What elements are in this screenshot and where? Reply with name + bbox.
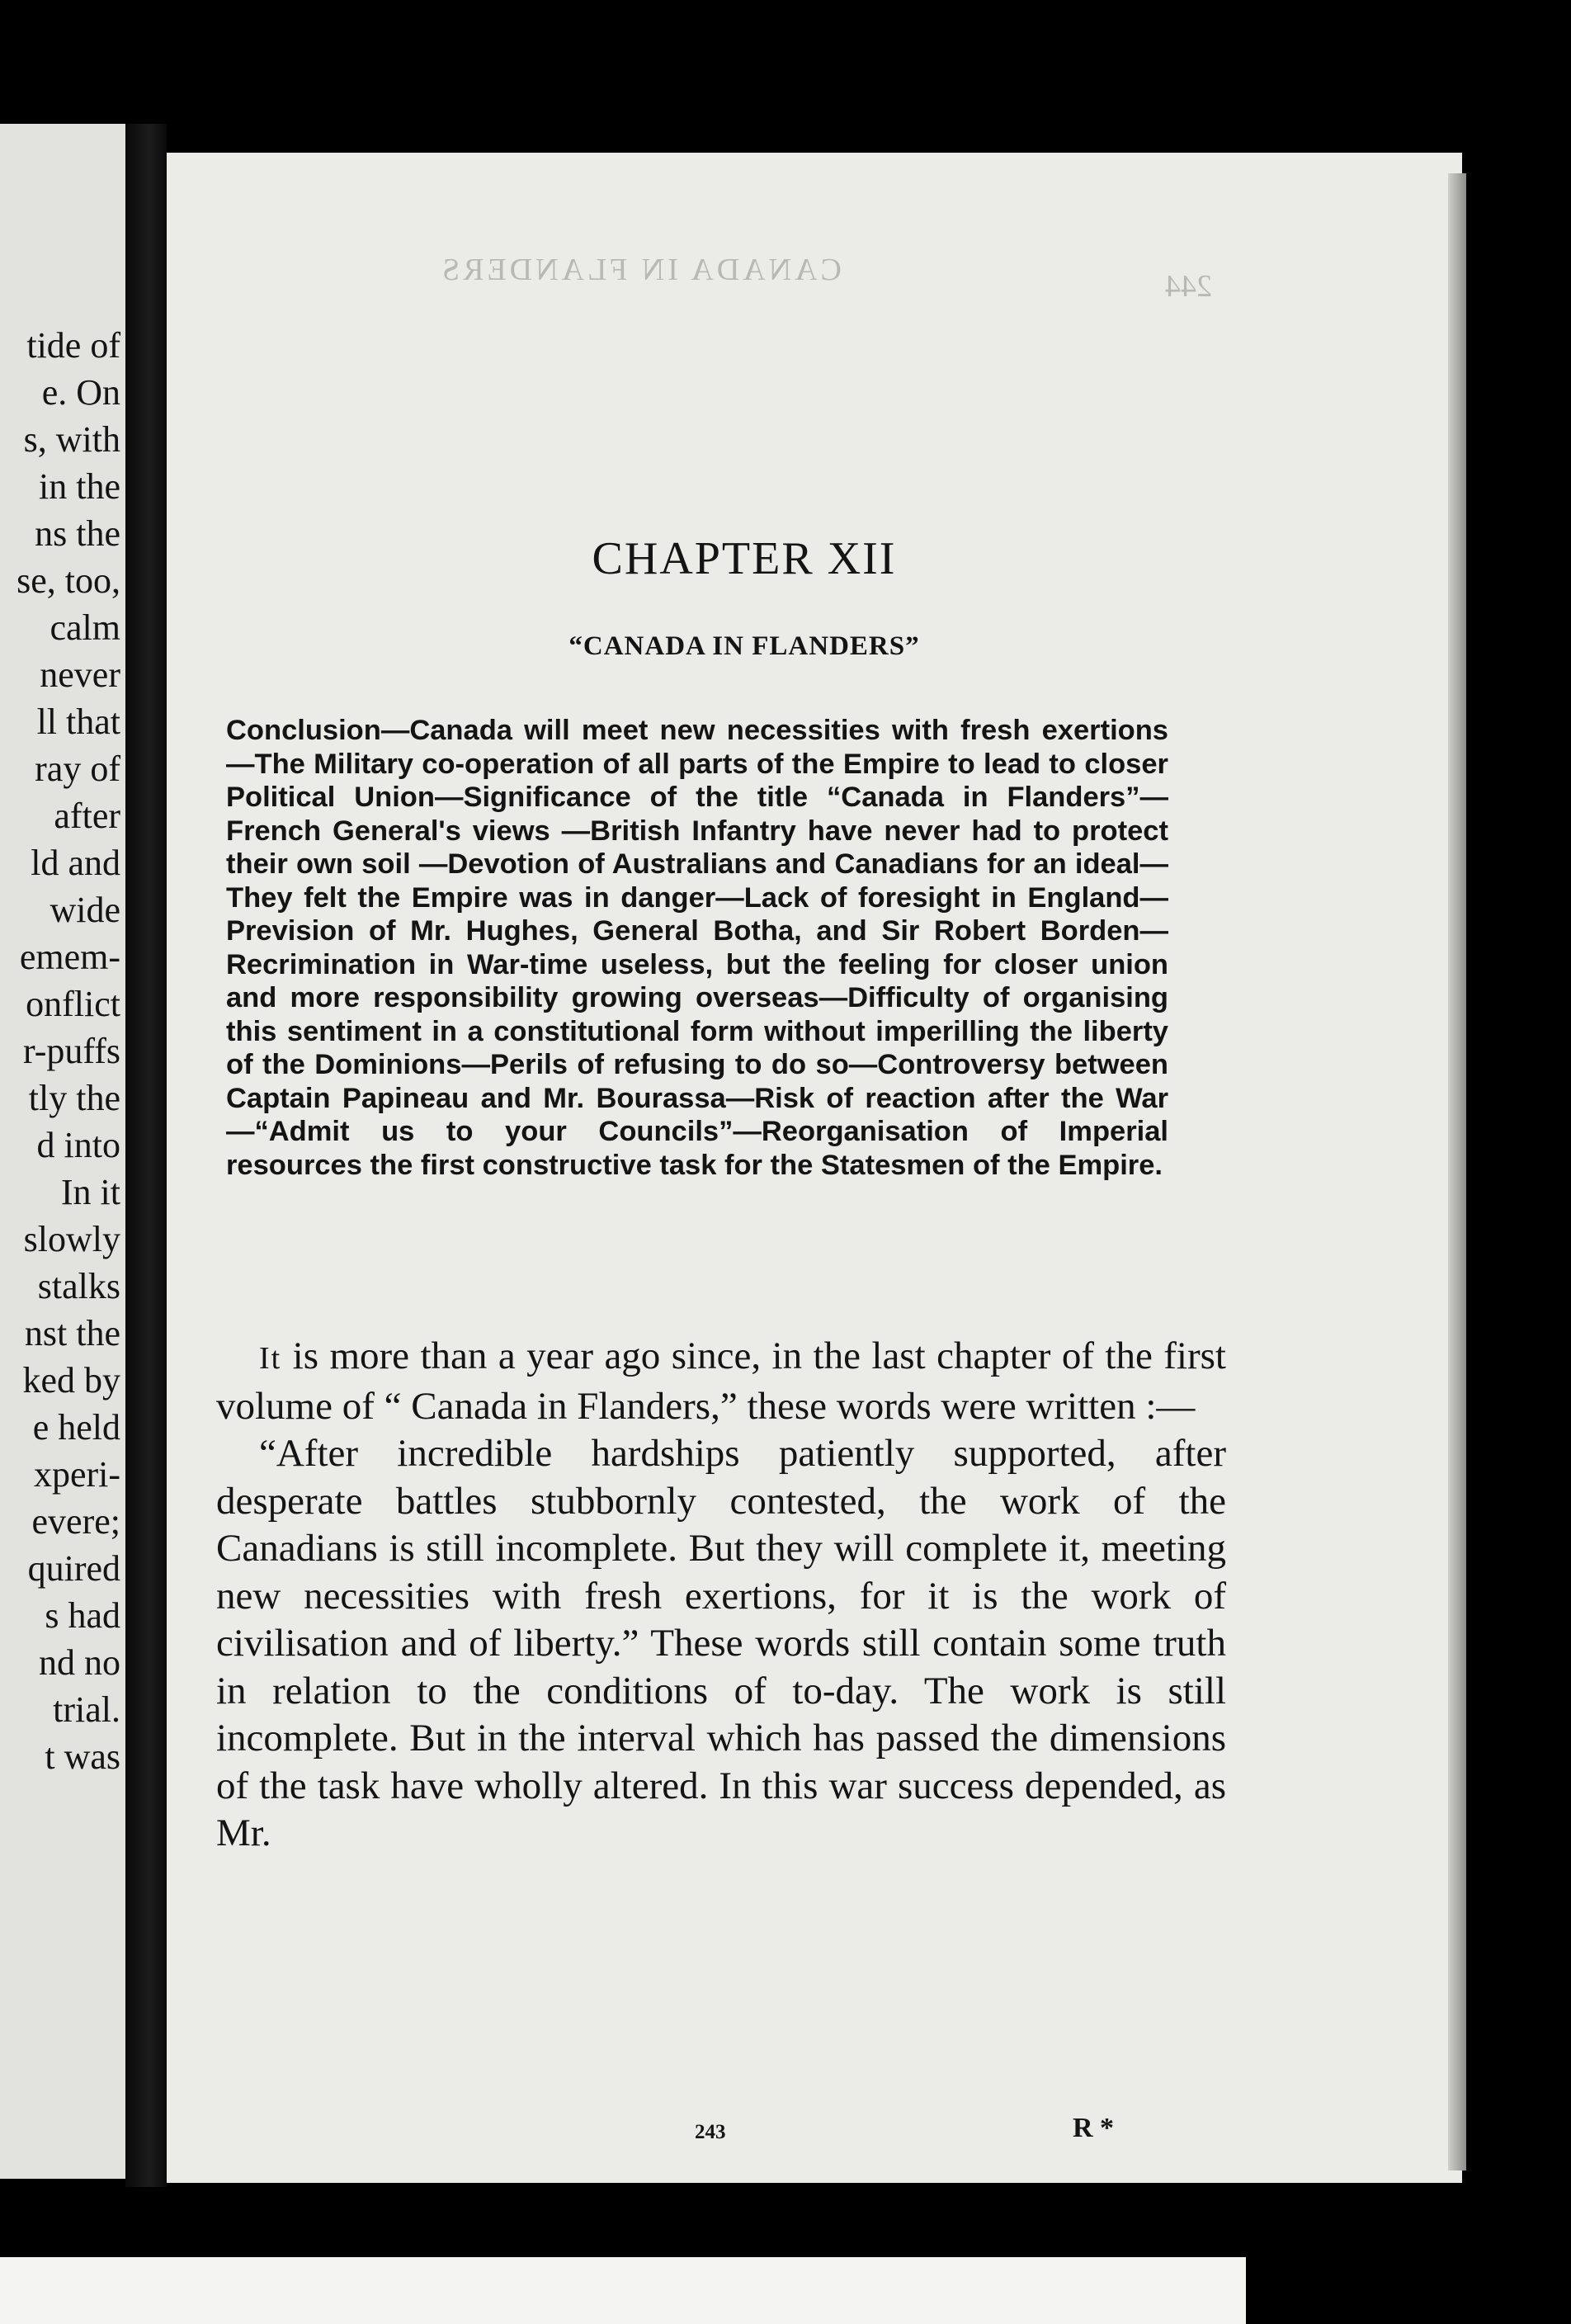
left-page-line: in the (39, 466, 120, 507)
left-page-line: tly the (28, 1078, 120, 1118)
left-page-line: onflict (26, 984, 120, 1024)
bleed-through-page-number: 244 (1165, 269, 1212, 304)
left-page-line: s had (45, 1595, 120, 1636)
page-number: 243 (695, 2121, 726, 2143)
page-edge (1448, 173, 1466, 2170)
left-page-line: ns the (35, 513, 120, 554)
left-page-line: d into (36, 1125, 120, 1165)
left-page-line: t was (45, 1736, 120, 1777)
left-page-line: se, too, (17, 560, 120, 601)
body-text (216, 1333, 1226, 1858)
left-page-line: e. On (41, 372, 120, 413)
signature-mark: R * (1073, 2113, 1115, 2143)
chapter-subtitle: “CANADA IN FLANDERS” (568, 631, 920, 661)
scan-bottom-strip (0, 2257, 1246, 2324)
chapter-synopsis: Conclusion—Canada will meet new necessities with fresh exertions—The Military co-operation of all parts of the Empire to lead to closer Political Union—Significance of the title “Canada in Flanders”—French General's views —British Infantry have never had to protect their own soil —Devotion of Australians and Canadians for an ideal—They felt the Empire was in danger—Lack of foresight in England—Prevision of Mr. Hughes, General Botha, and Sir Robert Borden—Recrimination in War-time useless, but the feeling for closer union and more responsibility growing overseas—Difficulty of organising this sentiment in a constitutional form without imperilling the liberty of the Dominions—Perils of refusing to do so—Controversy between Captain Papineau and Mr. Bourassa—Risk of reaction after the War—“Admit us to your Councils”—Reorganisation of Imperial resources the first constructive task for the Statesmen of the Empire. (226, 715, 1168, 1181)
book-gutter (125, 124, 167, 2187)
book-page (167, 153, 1462, 2183)
left-page-line: nd no (39, 1642, 120, 1683)
left-page-line: e held (32, 1407, 120, 1448)
drop-lead-word: It (259, 1341, 282, 1376)
left-page-line: stalks (37, 1266, 120, 1306)
left-page-line: wide (50, 890, 120, 930)
paragraph-1-text: is more than a year ago since, in the last chapter of the first volume of “ Canada in Flanders,” these words were written :— (216, 1334, 1226, 1428)
left-page-line: never (40, 654, 120, 695)
left-page-line: tide of (26, 325, 120, 366)
paragraph-2: “After incredible hardships patiently supported, after desperate battles stubbornly contested, the work of the Canadians is still incomplete. But they will complete it, meeting new necessities with fresh exertions, for it is the work of civilisation and of liberty.” These words still contain some truth in relation to the conditions of to-day. The work is still incomplete. But in the interval which has passed the dimensions of the task have wholly altered. In this war success depended, as Mr. (216, 1432, 1226, 1854)
left-page-line: xperi- (33, 1454, 120, 1495)
left-page-line: trial. (53, 1689, 120, 1730)
left-page-line: emem- (19, 937, 120, 977)
bleed-through-running-head: CANADA IN FLANDERS (439, 253, 842, 287)
left-page-line: evere; (31, 1501, 120, 1542)
left-page-line: s, with (23, 419, 120, 460)
left-page-line: r-puffs (22, 1031, 120, 1071)
left-page-line: ray of (35, 749, 120, 789)
left-page-line: nst the (24, 1313, 120, 1353)
previous-page-fragment (0, 124, 125, 2179)
left-page-line: ked by (22, 1360, 120, 1401)
left-page-line: calm (50, 607, 120, 648)
paragraph-1 (216, 1333, 1226, 1430)
left-page-line: quired (27, 1548, 120, 1589)
left-page-line: ll that (36, 701, 120, 742)
left-page-line: after (54, 796, 120, 836)
left-page-line: In it (60, 1172, 120, 1212)
chapter-title: CHAPTER XII (592, 533, 897, 584)
left-page-line: slowly (23, 1219, 120, 1259)
left-page-line: ld and (31, 843, 120, 883)
